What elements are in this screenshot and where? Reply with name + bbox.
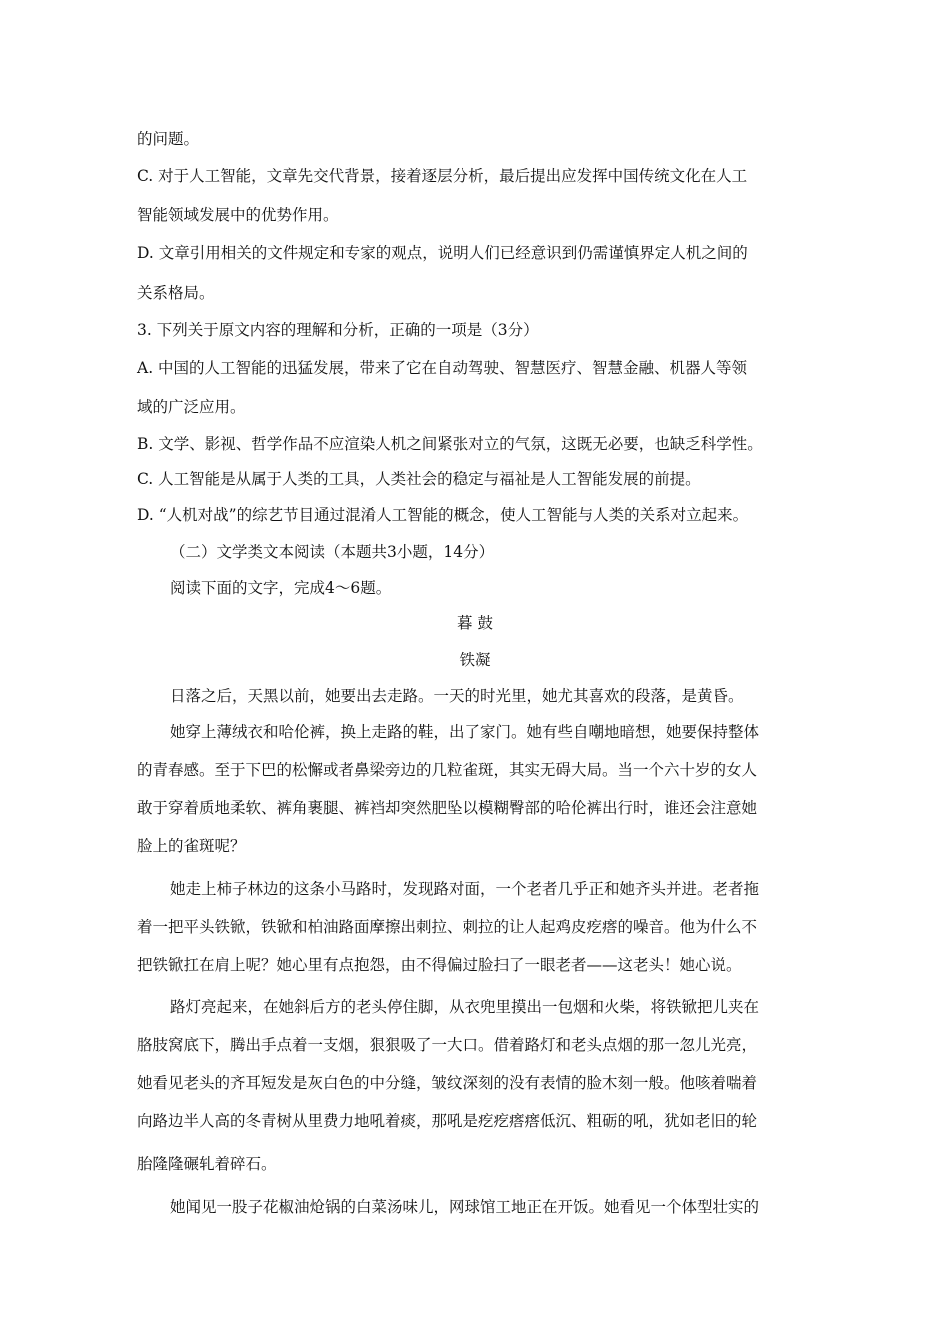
text-line: 的问题。 [137,130,200,148]
q3-option-c: C. 人工智能是从属于人类的工具，人类社会的稳定与福祉是人工智能发展的前提。 [137,470,701,488]
story-paragraph-4-line4: 向路边半人高的冬青树从里费力地吼着痰，那吼是疙疙瘩瘩低沉、粗砺的吼，犹如老旧的轮 [137,1112,758,1130]
question-3-stem: 3. 下列关于原文内容的理解和分析，正确的一项是（3分） [137,321,539,339]
option-d-line2: 关系格局。 [137,284,215,302]
q3-option-b: B. 文学、影视、哲学作品不应渲染人机之间紧张对立的气氛，这既无必要，也缺乏科学性。 [137,435,763,453]
story-paragraph-4-line3: 她看见老头的齐耳短发是灰白色的中分缝，皱纹深刻的没有表情的脸木刻一般。他咳着喘着 [137,1074,758,1092]
story-paragraph-2-line4: 脸上的雀斑呢？ [137,837,246,855]
q3-option-d: D. “人机对战”的综艺节目通过混淆人工智能的概念，使人工智能与人类的关系对立起来。 [137,506,749,524]
section-instruction: 阅读下面的文字，完成4～6题。 [170,579,392,597]
story-paragraph-5-line1: 她闻见一股子花椒油炝锅的白菜汤味儿，网球馆工地正在开饭。她看见一个体型壮实的 [170,1198,760,1216]
story-paragraph-4-line5: 胎隆隆碾轧着碎石。 [137,1155,277,1173]
story-paragraph-2-line2: 的青春感。至于下巴的松懈或者鼻梁旁边的几粒雀斑，其实无碍大局。当一个六十岁的女人 [137,761,758,779]
story-title: 暮 鼓 [457,614,493,632]
story-paragraph-3-line1: 她走上柿子林边的这条小马路时，发现路对面，一个老者几乎正和她齐头并进。老者拖 [170,880,760,898]
option-c-line1: C. 对于人工智能，文章先交代背景，接着逐层分析，最后提出应发挥中国传统文化在人工 [137,167,748,185]
q3-option-a-line1: A. 中国的人工智能的迅猛发展，带来了它在自动驾驶、智慧医疗、智慧金融、机器人等领 [137,359,748,377]
story-paragraph-2-line1: 她穿上薄绒衣和哈伦裤，换上走路的鞋，出了家门。她有些自嘲地暗想，她要保持整体 [170,723,760,741]
section-heading: （二）文学类文本阅读（本题共3小题，14分） [170,543,495,561]
story-paragraph-4-line2: 胳肢窝底下，腾出手点着一支烟，狠狠吸了一大口。借着路灯和老头点烟的那一忽儿光亮， [137,1036,758,1054]
story-paragraph-4-line1: 路灯亮起来，在她斜后方的老头停住脚，从衣兜里摸出一包烟和火柴，将铁锨把儿夹在 [170,998,760,1016]
story-paragraph-3-line3: 把铁锨扛在肩上呢？她心里有点抱怨，由不得偏过脸扫了一眼老者——这老头！她心说。 [137,956,742,974]
option-d-line1: D. 文章引用相关的文件规定和专家的观点，说明人们已经意识到仍需谨慎界定人机之间的 [137,244,748,262]
option-c-line2: 智能领域发展中的优势作用。 [137,206,339,224]
story-paragraph-1: 日落之后，天黑以前，她要出去走路。一天的时光里，她尤其喜欢的段落，是黄昏。 [170,687,744,705]
story-author: 铁凝 [459,651,491,669]
story-paragraph-3-line2: 着一把平头铁锨，铁锨和柏油路面摩擦出刺拉、刺拉的让人起鸡皮疙瘩的噪音。他为什么不 [137,918,758,936]
q3-option-a-line2: 域的广泛应用。 [137,398,246,416]
story-paragraph-2-line3: 敢于穿着质地柔软、裤角裹腿、裤裆却突然肥坠以模糊臀部的哈伦裤出行时，谁还会注意她 [137,799,758,817]
